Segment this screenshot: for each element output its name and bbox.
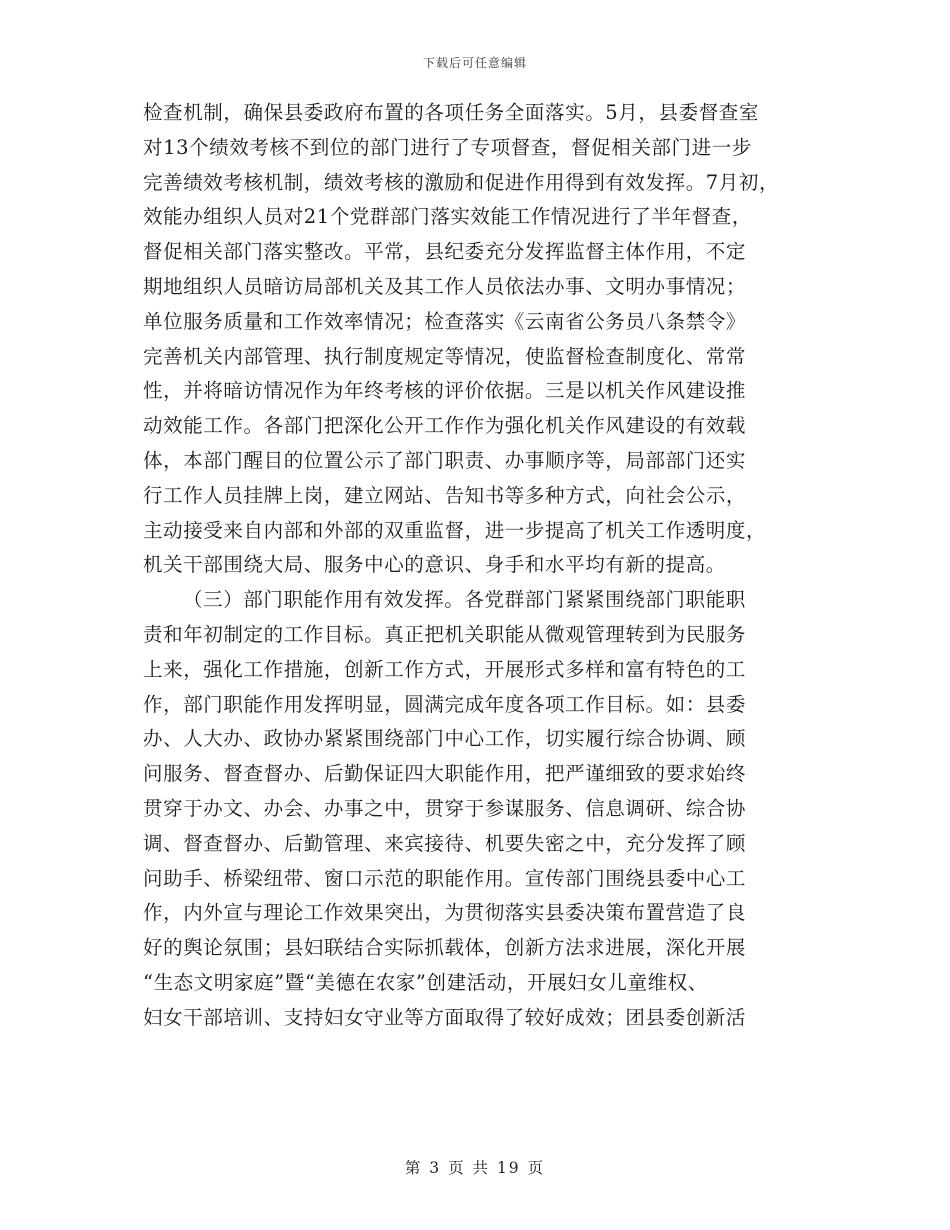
text-line: 期地组织人员暗访局部机关及其工作人员依法办事、文明办事情况； bbox=[143, 274, 747, 298]
text-line: 问服务、督查督办、后勤保证四大职能作用，把严谨细致的要求始终 bbox=[143, 762, 747, 786]
text-line: 妇女干部培训、支持妇女守业等方面取得了较好成效；团县委创新活 bbox=[143, 1005, 747, 1029]
text-line: 完善绩效考核机制，绩效考核的激励和促进作用得到有效发挥。7月初， bbox=[143, 170, 780, 194]
body-text bbox=[143, 96, 819, 1036]
text-line: 完善机关内部管理、执行制度规定等情况，使监督检查制度化、常常 bbox=[143, 344, 747, 368]
text-line: 对13个绩效考核不到位的部门进行了专项督查，督促相关部门进一步 bbox=[143, 135, 752, 159]
text-line: “生态文明家庭”暨“美德在农家”创建活动，开展妇女儿童维权、 bbox=[143, 970, 708, 994]
text-line: 主动接受来自内部和外部的双重监督，进一步提高了机关工作透明度， bbox=[143, 518, 767, 542]
text-line: 机关干部围绕大局、服务中心的意识、身手和水平均有新的提高。 bbox=[143, 553, 726, 577]
page-header-note: 下载后可任意编辑 bbox=[422, 56, 527, 70]
section-heading-line: （三）部门职能作用有效发挥。各党群部门紧紧围绕部门职能职 bbox=[183, 588, 746, 612]
text-line: 督促相关部门落实整改。平常，县纪委充分发挥监督主体作用，不定 bbox=[143, 240, 747, 264]
page-number-footer: 第 3 页 共 19 页 bbox=[404, 1159, 546, 1177]
text-line: 单位服务质量和工作效率情况；检查落实《云南省公务员八条禁令》 bbox=[143, 309, 747, 333]
text-line: 效能办组织人员对21个党群部门落实效能工作情况进行了半年督查， bbox=[143, 205, 752, 229]
text-line: 体，本部门醒目的位置公示了部门职责、办事顺序等，局部部门还实 bbox=[143, 448, 747, 472]
text-line: 性，并将暗访情况作为年终考核的评价依据。三是以机关作风建设推 bbox=[143, 379, 747, 403]
text-line: 上来，强化工作措施，创新工作方式，开展形式多样和富有特色的工 bbox=[143, 657, 747, 681]
text-line: 办、人大办、政协办紧紧围绕部门中心工作，切实履行综合协调、顾 bbox=[143, 727, 747, 751]
text-line: 贯穿于办文、办会、办事之中，贯穿于参谋服务、信息调研、综合协 bbox=[143, 796, 747, 820]
text-line: 问助手、桥梁纽带、窗口示范的职能作用。宣传部门围绕县委中心工 bbox=[143, 866, 747, 890]
text-line: 好的舆论氛围；县妇联结合实际抓载体，创新方法求进展，深化开展 bbox=[143, 936, 747, 960]
text-line: 作，部门职能作用发挥明显，圆满完成年度各项工作目标。如：县委 bbox=[143, 692, 747, 716]
text-line: 检查机制，确保县委政府布置的各项任务全面落实。5月，县委督查室 bbox=[143, 101, 760, 124]
text-line: 调、督查督办、后勤管理、来宾接待、机要失密之中，充分发挥了顾 bbox=[143, 831, 747, 855]
text-line: 动效能工作。各部门把深化公开工作作为强化机关作风建设的有效载 bbox=[143, 414, 747, 438]
text-line: 作，内外宣与理论工作效果突出，为贯彻落实县委决策布置营造了良 bbox=[143, 901, 747, 925]
text-line: 行工作人员挂牌上岗，建立网站、告知书等多种方式，向社会公示， bbox=[143, 483, 747, 507]
text-line: 责和年初制定的工作目标。真正把机关职能从微观管理转到为民服务 bbox=[143, 622, 747, 646]
